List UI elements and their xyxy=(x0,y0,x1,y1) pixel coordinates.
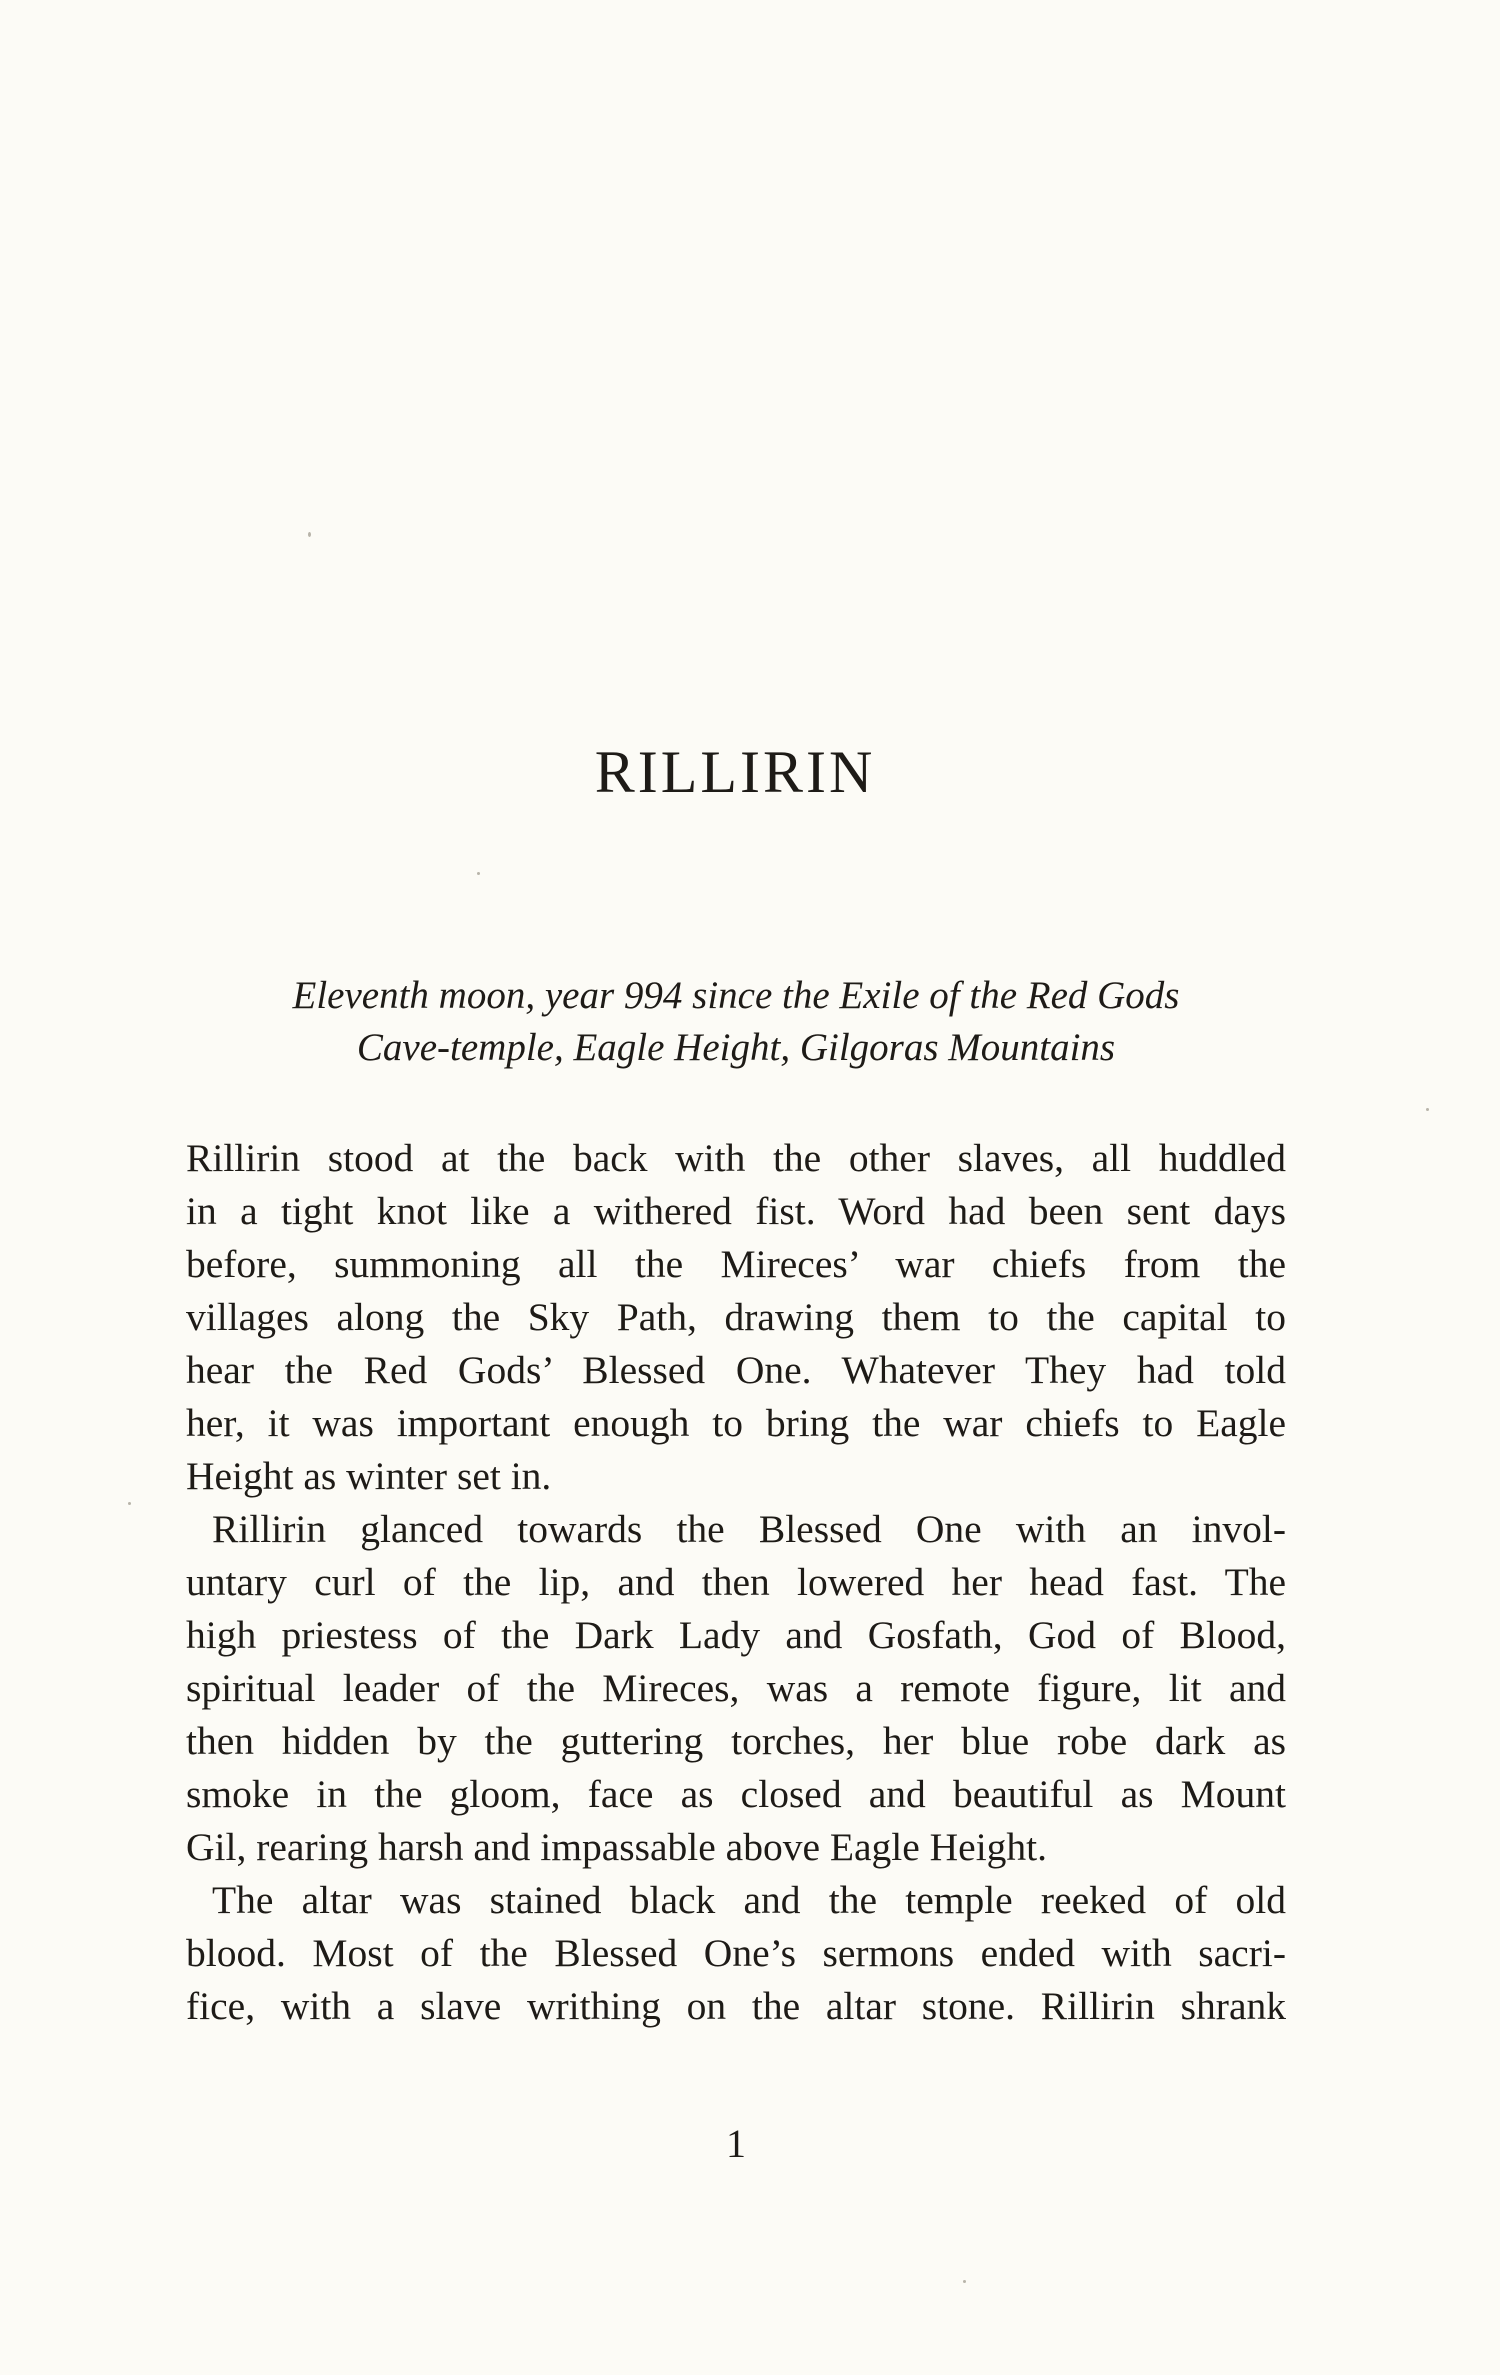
text-line: The altar was stained black and the temple reeked of old xyxy=(212,1878,1286,1922)
paper-speck xyxy=(477,872,480,875)
text-line: high priestess of the Dark Lady and Gosfath, God of Blood, xyxy=(186,1613,1286,1657)
text-line: Rillirin stood at the back with the other slaves, all huddled xyxy=(186,1136,1286,1180)
paragraph xyxy=(186,1132,1286,1503)
text-line: untary curl of the lip, and then lowered her head fast. The xyxy=(186,1560,1286,1604)
chapter-body-text xyxy=(186,1132,1286,2033)
paper-speck xyxy=(963,2280,966,2283)
paper-speck xyxy=(308,532,311,537)
text-line: fice, with a slave writhing on the altar stone. Rillirin shrank xyxy=(186,1984,1286,2028)
epigraph-location-line: Cave-temple, Eagle Height, Gilgoras Mountains xyxy=(356,1026,1116,1069)
paragraph xyxy=(186,1874,1286,2033)
paper-speck xyxy=(128,1502,131,1505)
text-line: smoke in the gloom, face as closed and beautiful as Mount xyxy=(186,1772,1286,1816)
chapter-epigraph xyxy=(186,970,1286,1074)
paragraph xyxy=(186,1503,1286,1874)
text-line: blood. Most of the Blessed One’s sermons ended with sacri- xyxy=(186,1931,1286,1975)
page-number: 1 xyxy=(726,2121,746,2166)
text-line: Height as winter set in. xyxy=(186,1454,552,1498)
text-line: Gil, rearing harsh and impassable above Eagle Height. xyxy=(186,1825,1048,1869)
text-line: villages along the Sky Path, drawing them to the capital to xyxy=(186,1295,1286,1339)
text-line: her, it was important enough to bring the war chiefs to Eagle xyxy=(186,1401,1286,1445)
paper-speck xyxy=(1426,1108,1429,1111)
text-line: spiritual leader of the Mireces, was a remote figure, lit and xyxy=(186,1666,1286,1710)
text-line: then hidden by the guttering torches, her blue robe dark as xyxy=(186,1719,1286,1763)
text-line: Rillirin glanced towards the Blessed One with an invol- xyxy=(212,1507,1286,1551)
chapter-title: RILLIRIN xyxy=(594,739,876,805)
text-line: before, summoning all the Mireces’ war chiefs from the xyxy=(186,1242,1286,1286)
epigraph-date-line: Eleventh moon, year 994 since the Exile of the Red Gods xyxy=(292,974,1180,1017)
text-line: in a tight knot like a withered fist. Word had been sent days xyxy=(186,1189,1286,1233)
text-line: hear the Red Gods’ Blessed One. Whatever They had told xyxy=(186,1348,1286,1392)
